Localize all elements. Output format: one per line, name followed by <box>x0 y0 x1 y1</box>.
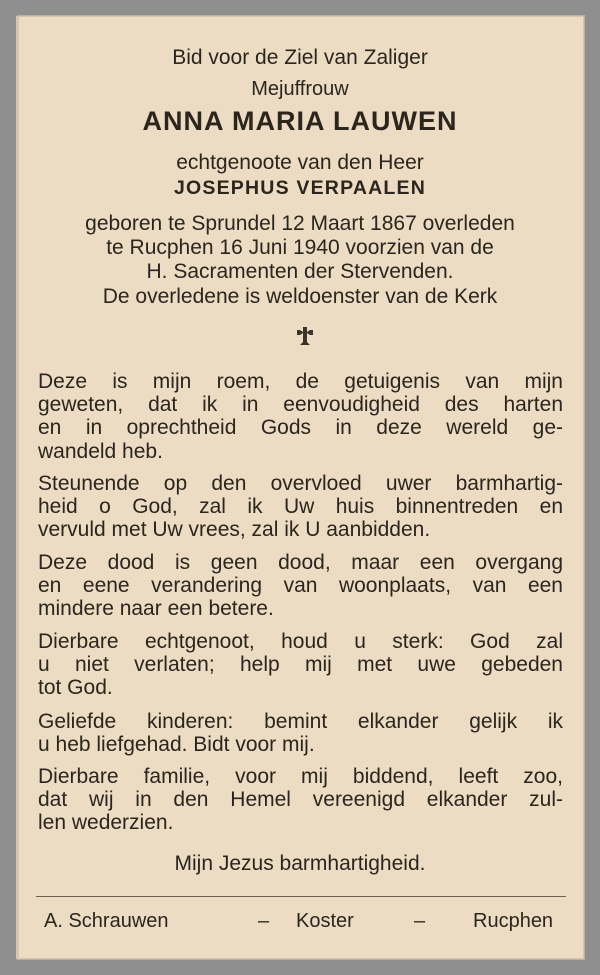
verse-line: Steunende op den overvloed uwer barmhartig- <box>38 472 563 495</box>
verse-paragraph <box>38 551 563 621</box>
verse-line: Deze is mijn roem, de getuigenis van mijn <box>38 370 563 393</box>
printer-role: Koster <box>296 910 354 932</box>
verse-line: u heb liefgehad. Bidt voor mij. <box>38 733 315 757</box>
verse-line: dat wij in den Hemel vereenigd elkander zul- <box>38 788 563 812</box>
verse-line: Geliefde kinderen: bemint elkander gelijk ik <box>38 710 563 733</box>
verse-line: wandeld heb. <box>38 439 163 463</box>
bio-line: geboren te Sprundel 12 Maart 1867 overleden <box>85 212 515 235</box>
verse-line: Deze dood is geen dood, maar een overgang <box>38 551 563 574</box>
printer-name: A. Schrauwen <box>44 910 169 932</box>
title-line: Mejuffrouw <box>251 78 349 100</box>
verse-paragraph <box>38 765 563 835</box>
bio-line: H. Sacramenten der Stervenden. <box>146 260 454 283</box>
intro-line: Bid voor de Ziel van Zaliger <box>172 46 428 69</box>
verse-line: Dierbare familie, voor mij biddend, leeft zoo, <box>38 765 563 788</box>
verse-line: Dierbare echtgenoot, houd u sterk: God zal <box>38 630 563 653</box>
printer-place: Rucphen <box>473 910 554 932</box>
verse-line: heid o God, zal ik Uw huis binnentreden en <box>38 495 563 519</box>
verse-line: mindere naar een betere. <box>38 597 274 621</box>
verse-line: u niet verlaten; help mij met uwe gebeden <box>38 653 563 677</box>
verse-line: len wederzien. <box>38 811 174 835</box>
closing-prayer: Mijn Jezus barmhartigheid. <box>174 852 426 875</box>
verse-paragraph <box>38 630 563 700</box>
verse-line: tot God. <box>38 676 113 700</box>
footer-dash: – <box>258 910 270 932</box>
bio-line: De overledene is weldoenster van de Kerk <box>102 285 498 308</box>
verse-paragraph <box>38 710 563 756</box>
bio-line: te Rucphen 16 Juni 1940 voorzien van de <box>106 236 494 259</box>
footer-dash: – <box>414 910 426 932</box>
verse-line: en eene verandering van woonplaats, van een <box>38 574 563 598</box>
deceased-name: ANNA MARIA LAUWEN <box>142 106 458 136</box>
verse-paragraph <box>38 472 563 542</box>
husband-name: JOSEPHUS VERPAALEN <box>173 177 427 199</box>
relation-line: echtgenoote van den Heer <box>176 151 424 174</box>
verse-line: geweten, dat ik in eenvoudigheid des harten <box>38 393 563 417</box>
verse-line: vervuld met Uw vrees, zal ik U aanbidden. <box>38 518 431 542</box>
cross-icon <box>296 326 314 348</box>
verse-line: en in oprechtheid Gods in deze wereld ge- <box>38 416 563 440</box>
divider <box>36 896 566 897</box>
verse-paragraph <box>38 370 563 463</box>
